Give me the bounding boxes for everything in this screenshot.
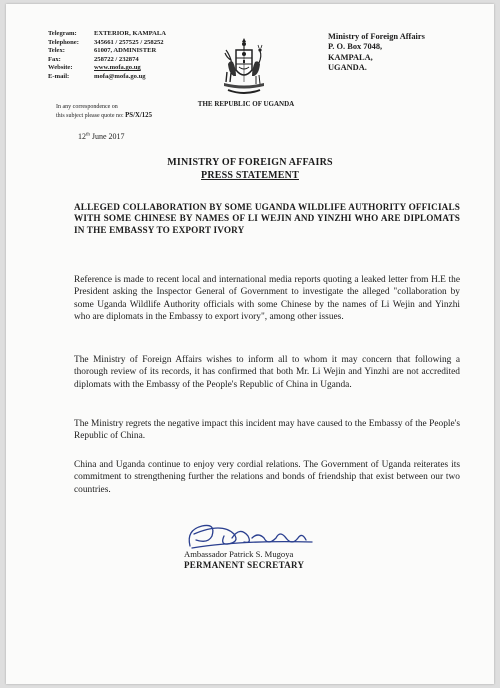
reference-line: In any correspondence on (56, 104, 118, 110)
reference-number: PS/X/125 (125, 111, 152, 119)
signatory-block (184, 549, 304, 571)
contact-value: mofa@mofa.go.ug (94, 72, 146, 80)
reference-note (56, 104, 152, 120)
republic-label: THE REPUBLIC OF UGANDA (197, 100, 295, 108)
contact-value: 258722 / 232874 (94, 55, 139, 63)
statement-heading (6, 157, 494, 182)
contact-row (48, 73, 166, 82)
ministry-address (328, 32, 425, 74)
paragraph-regret: The Ministry regrets the negative impact this incident may have caused to the Embassy of the People's Republic of China. (74, 419, 460, 442)
ministry-title: MINISTRY OF FOREIGN AFFAIRS (167, 157, 333, 168)
date-suffix: th (86, 132, 90, 138)
press-statement-title: PRESS STATEMENT (201, 169, 299, 181)
contact-label: Telegram: (48, 30, 77, 37)
contact-row (48, 56, 166, 65)
signatory-title: PERMANENT SECRETARY (184, 560, 305, 571)
paragraph-reference: Reference is made to recent local and international media reports quoting a leaked letter from H.E the President asking the Inspector General of Government to investigate the alleged "collaboration by some Uganda Wildlife Authority officials with some Chinese by the names of Li Wejin and Yinzhi who are diplomats in the Embassy to export ivory", among other issues. (74, 275, 460, 322)
uganda-coat-of-arms-icon (214, 36, 274, 98)
paragraph-relations: China and Uganda continue to enjoy very cordial relations. The Government of Uganda reiterates its commitment to strengthening further the relations and bonds of friendship that exist between our two countries. (74, 460, 460, 495)
contact-value: 61007, ADMINISTER (94, 47, 157, 55)
address-line: KAMPALA, (328, 52, 373, 62)
press-statement-page (6, 4, 494, 684)
contact-value: EXTERIOR, KAMPALA (94, 30, 167, 37)
statement-date (78, 132, 125, 141)
contact-website-link[interactable]: www.mofa.go.ug (94, 64, 141, 72)
contact-row (48, 30, 166, 39)
contact-label: Telephone: (48, 38, 79, 46)
contact-value: 345661 / 257525 / 258252 (94, 38, 164, 46)
contact-label: Telex: (48, 47, 65, 55)
contact-row (48, 39, 166, 48)
contact-label: E-mail: (48, 72, 70, 80)
address-line: UGANDA. (328, 63, 367, 73)
reference-line (56, 112, 152, 121)
date-day: 12 (78, 132, 86, 141)
paragraph-review: The Ministry of Foreign Affairs wishes to inform all to whom it may concern that following a thorough review of its records, it has confirmed that both Mr. Li Wejin and Yinzhi are not accredited diplomats with the Embassy of the People's Republic of China in Uganda. (74, 355, 460, 390)
contact-row (48, 47, 166, 56)
contact-label: Website: (48, 64, 73, 72)
contact-label: Fax: (48, 55, 61, 63)
contact-details (48, 30, 166, 82)
address-line: P. O. Box 7048, (328, 42, 383, 52)
address-line: Ministry of Foreign Affairs (328, 32, 425, 41)
reference-caption: this subject please quote no: (56, 112, 124, 119)
date-rest: June 2017 (89, 132, 125, 141)
signatory-name: Ambassador Patrick S. Mugoya (184, 549, 294, 559)
statement-headline: ALLEGED COLLABORATION BY SOME UGANDA WILDLIFE AUTHORITY OFFICIALS WITH SOME CHINESE BY NAMES OF LI WEJIN AND YINZHI WHO ARE DIPLOMATS IN THE EMBASSY TO EXPORT IVORY (74, 202, 460, 235)
contact-row (48, 64, 166, 73)
